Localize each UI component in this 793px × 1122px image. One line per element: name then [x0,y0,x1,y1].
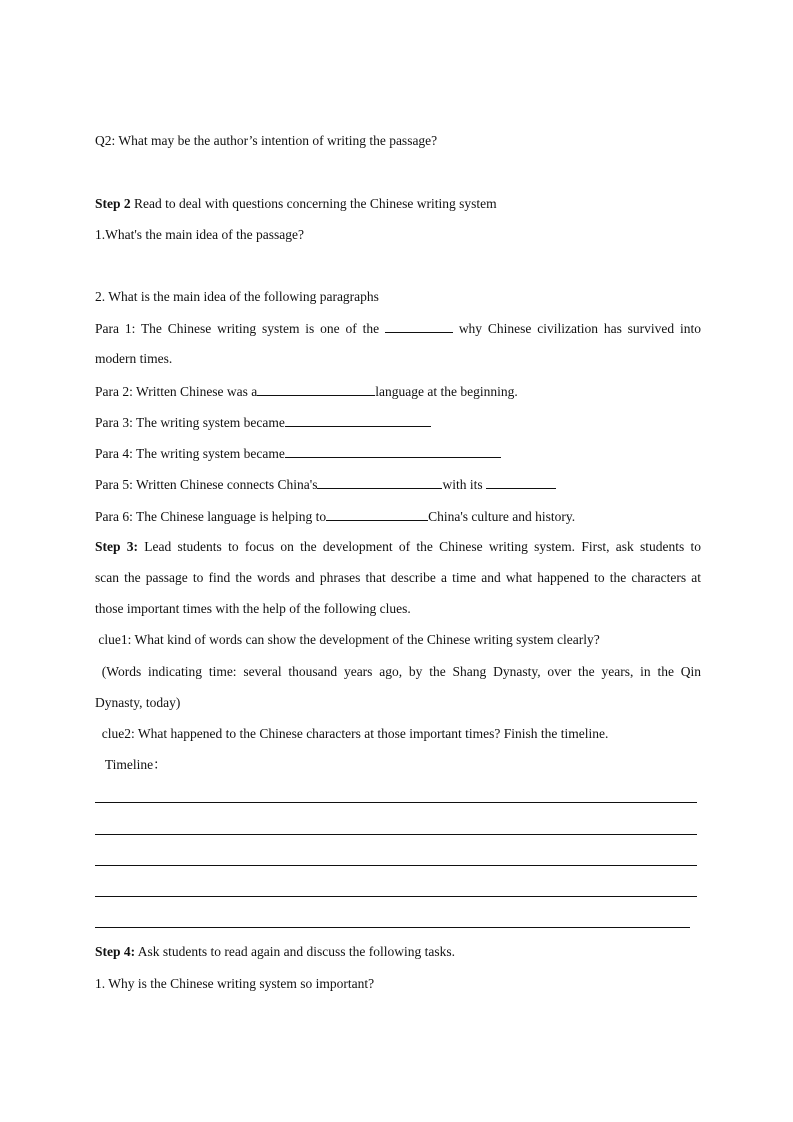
timeline-answer-line-3[interactable] [95,865,697,866]
para-4-prefix: Para 4: The writing system became [95,446,285,461]
para-3-blank[interactable] [285,413,431,427]
question-2: Q2: What may be the author’s intention of writing the passage? [95,133,438,148]
para-1-blank[interactable] [385,319,453,333]
para-5-middle: with its [442,477,483,492]
question-important: 1. Why is the Chinese writing system so important? [95,976,375,991]
para-6-line [95,507,701,526]
para-6-blank[interactable] [326,507,428,521]
para-5-blank-1[interactable] [317,475,442,489]
step-2-text: Read to deal with questions concerning the Chinese writing system [130,196,497,211]
words-time-line-2: Dynasty, today) [95,695,181,710]
step-2-heading [95,195,701,213]
para-2-suffix: language at the beginning. [375,384,518,399]
step-4-text: Ask students to read again and discuss the following tasks. [135,944,455,959]
para-2-line [95,382,701,401]
para-3-prefix: Para 3: The writing system became [95,415,285,430]
timeline-answer-line-2[interactable] [95,834,697,835]
step-4-heading [95,943,701,961]
step-3-label: Step 3: [95,539,139,554]
step-2-label: Step 2 [95,196,131,211]
timeline-label: Timeline： [95,757,167,772]
para-6-prefix: Para 6: The Chinese language is helping to [95,509,327,524]
para-1-line [95,319,701,338]
para-5-prefix: Para 5: Written Chinese connects China's [95,477,318,492]
para-5-blank-2[interactable] [486,475,556,489]
step-3-text-1: Lead students to focus on the development of the Chinese writing system. First, ask students to [138,539,702,554]
step-4-label: Step 4: [95,944,136,959]
timeline-answer-line-4[interactable] [95,896,697,897]
para-6-suffix: China's culture and history. [428,509,576,524]
para-2-blank[interactable] [257,382,375,396]
para-3-line [95,413,701,432]
para-1-prefix: Para 1: The Chinese writing system is one of the [95,321,380,336]
step-3-line-1 [95,538,701,556]
para-1-suffix: why Chinese civilization has survived into [458,321,702,336]
step-3-line-3: those important times with the help of the following clues. [95,601,411,616]
para-4-blank[interactable] [285,444,501,458]
para-1-continuation: modern times. [95,351,173,366]
timeline-answer-line-5[interactable] [95,927,690,928]
clue-2: clue2: What happened to the Chinese characters at those important times? Finish the timeline. [95,726,609,741]
clue-1: clue1: What kind of words can show the development of the Chinese writing system clearly? [95,632,600,647]
timeline-answer-line-1[interactable] [95,802,697,803]
question-main-idea: 1.What's the main idea of the passage? [95,227,304,242]
question-paragraphs: 2. What is the main idea of the following paragraphs [95,289,379,304]
para-4-line [95,444,701,463]
para-2-prefix: Para 2: Written Chinese was a [95,384,258,399]
step-3-line-2: scan the passage to find the words and phrases that describe a time and what happened to the characters at [95,570,701,585]
para-5-line [95,475,701,494]
words-time-line-1: (Words indicating time: several thousand years ago, by the Shang Dynasty, over the years, in the Qin [95,664,701,679]
